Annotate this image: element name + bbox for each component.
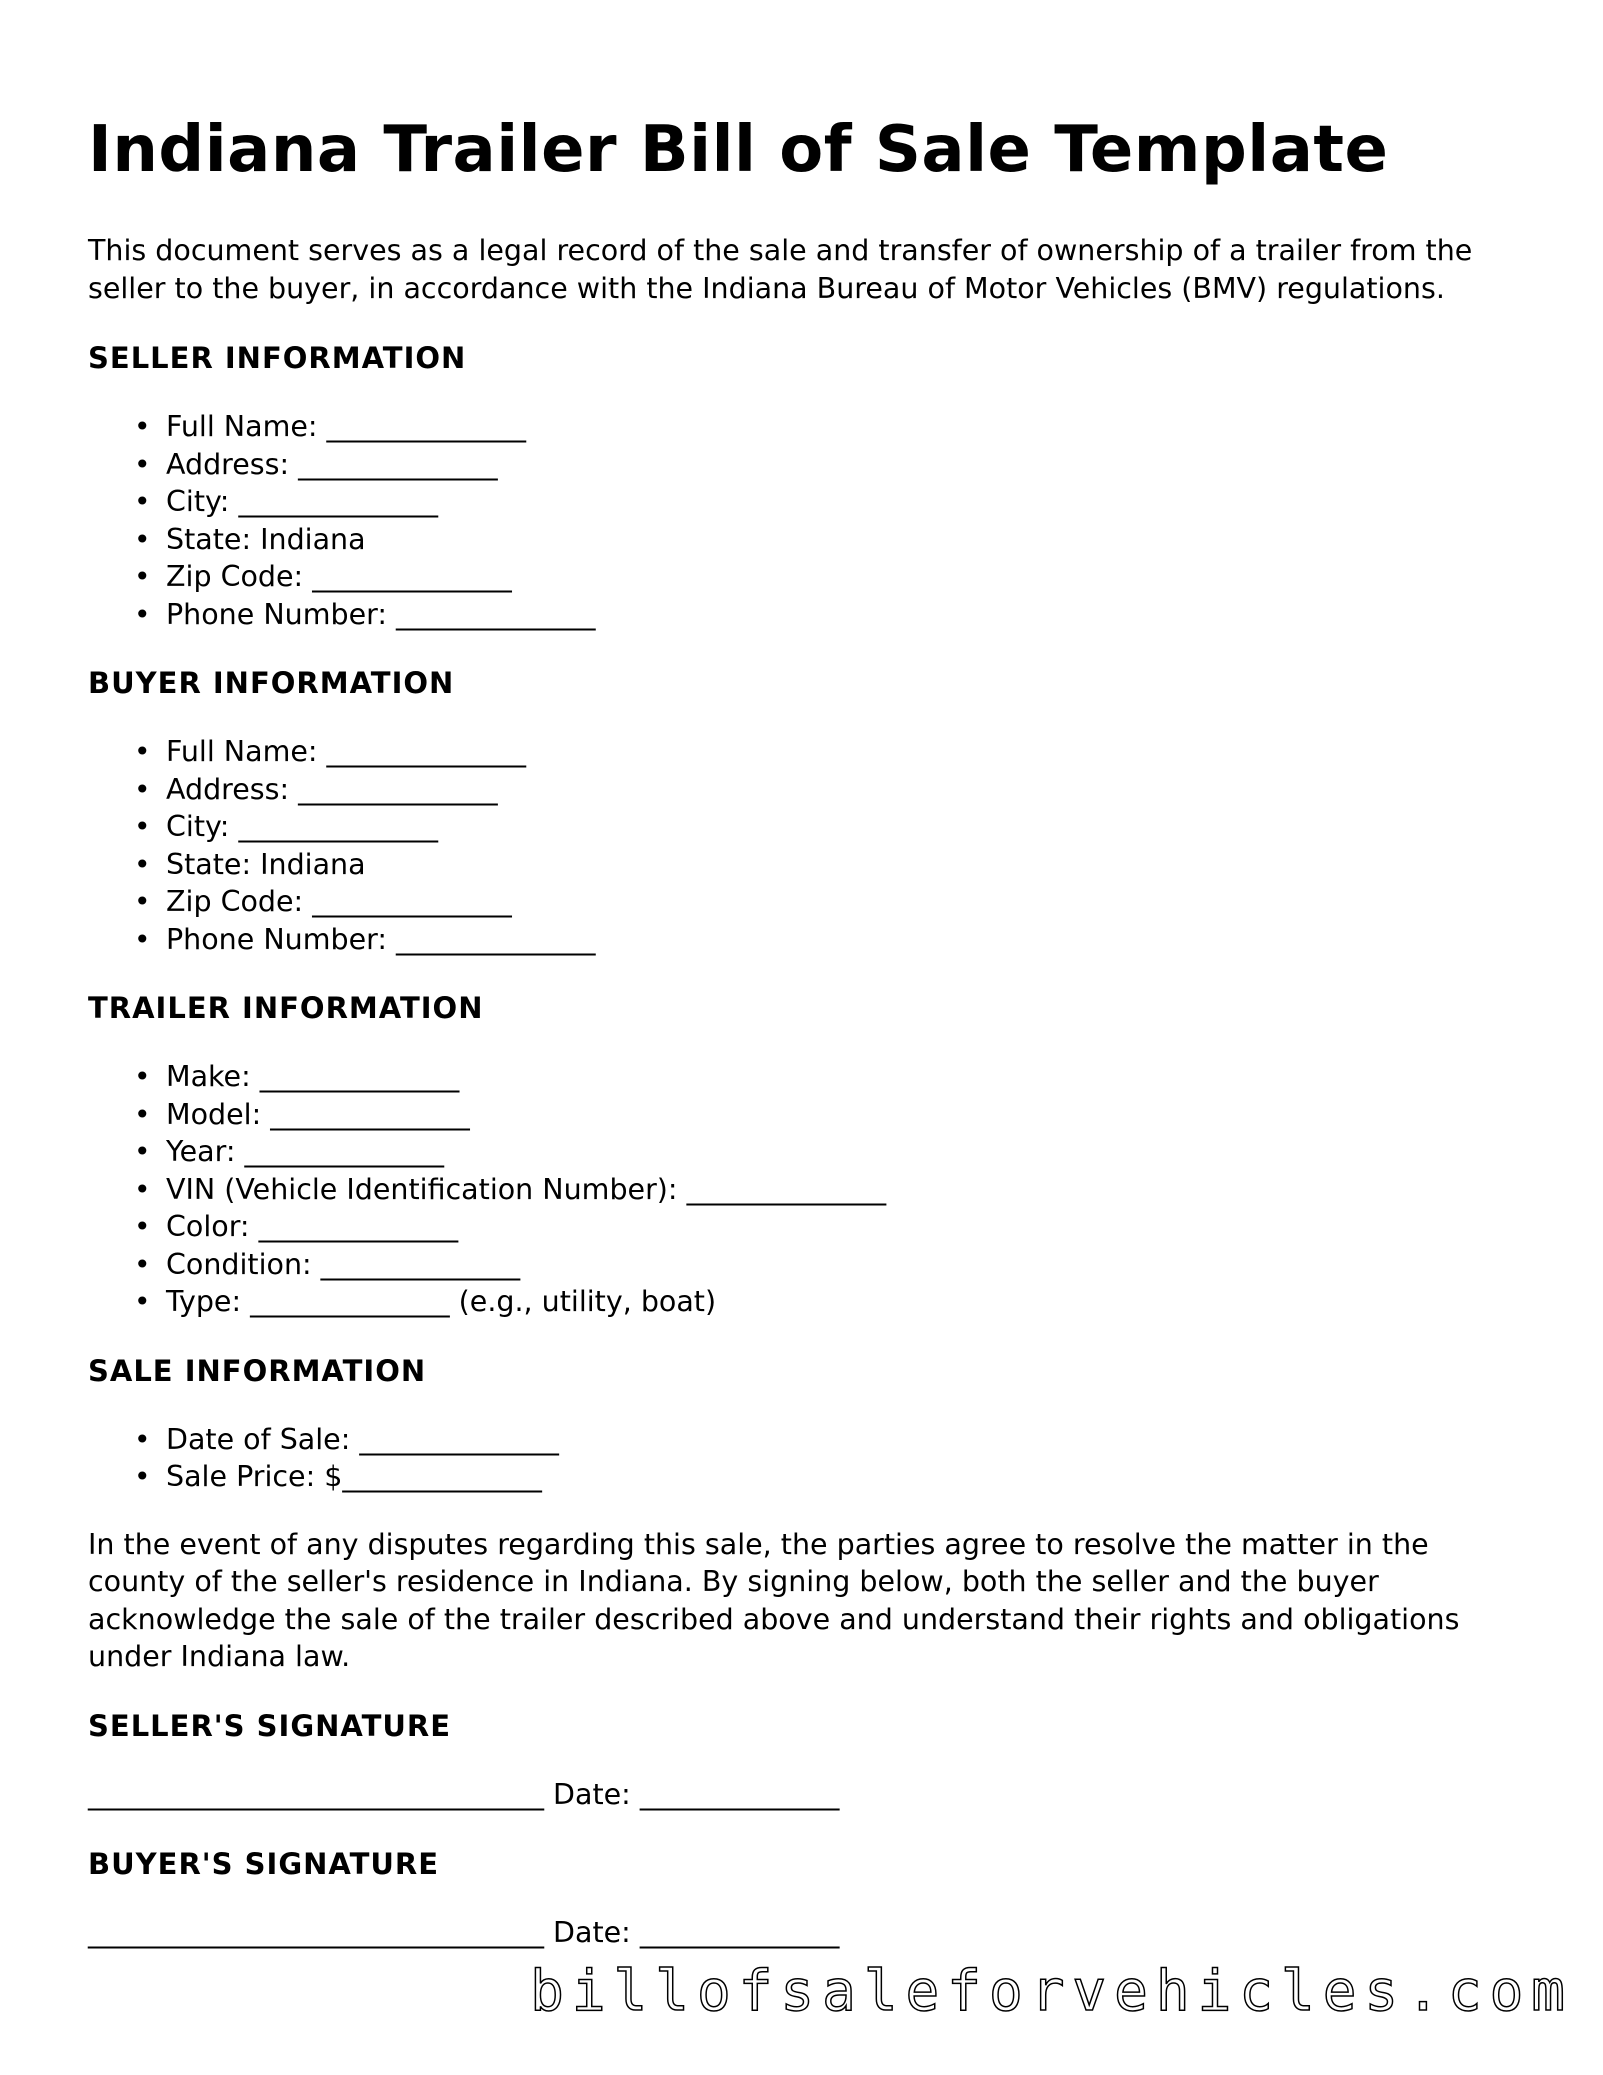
bullet-icon: •: [134, 560, 151, 593]
document-page: [88, 108, 1528, 1952]
list-item: • State: Indiana: [166, 521, 1528, 559]
buyer-list: [88, 733, 1528, 958]
list-item: • State: Indiana: [166, 846, 1528, 884]
bullet-icon: •: [134, 885, 151, 918]
bullet-icon: •: [134, 410, 151, 443]
list-item: • Phone Number: ______________: [166, 921, 1528, 959]
bullet-icon: •: [134, 597, 151, 631]
closing-paragraph: In the event of any disputes regarding this sale, the parties agree to resolve the matter in the county of the seller's residence in Indiana. By signing below, both the seller and the buyer acknowledge the sale of the trailer described above and understand their rights and obligations under Indiana law.: [88, 1527, 1460, 1673]
trailer-heading: TRAILER INFORMATION: [88, 991, 484, 1025]
bullet-icon: •: [134, 1135, 151, 1168]
buyer-signature-heading: BUYER'S SIGNATURE: [88, 1846, 440, 1881]
seller-list: [88, 408, 1528, 633]
list-item: • Zip Code: ______________: [166, 558, 1528, 596]
bullet-icon: •: [134, 522, 151, 556]
list-item: • Address: ______________: [166, 446, 1528, 484]
list-item: • Date of Sale: ______________: [166, 1421, 1528, 1459]
bullet-icon: •: [134, 1097, 151, 1131]
list-item: • City: ______________: [166, 483, 1528, 521]
list-item: • Full Name: ______________: [166, 733, 1528, 771]
bullet-icon: •: [134, 1172, 151, 1206]
watermark-text: billofsaleforvehicles.com: [530, 1959, 1573, 2024]
intro-paragraph: This document serves as a legal record of the sale and transfer of ownership of a trailer from the seller to the buyer, in accordance with the Indiana Bureau of Motor Vehicles (BMV) regulations.: [88, 234, 1473, 305]
bullet-icon: •: [134, 1060, 151, 1093]
bullet-icon: •: [134, 485, 151, 518]
bullet-icon: •: [134, 772, 151, 806]
bullet-icon: •: [134, 847, 151, 881]
bullet-icon: •: [134, 735, 151, 768]
list-item: • City: ______________: [166, 808, 1528, 846]
sale-heading: SALE INFORMATION: [88, 1353, 427, 1388]
list-item: • VIN (Vehicle Identification Number): ______________: [166, 1171, 1528, 1209]
sale-list: [88, 1421, 1528, 1496]
bullet-icon: •: [134, 1460, 151, 1493]
list-item: • Address: ______________: [166, 771, 1528, 809]
list-item: • Zip Code: ______________: [166, 883, 1528, 921]
list-item: • Sale Price: $______________: [166, 1458, 1528, 1496]
bullet-icon: •: [134, 810, 151, 843]
trailer-list: [88, 1058, 1528, 1321]
list-item: • Color: ______________: [166, 1208, 1528, 1246]
bullet-icon: •: [134, 1210, 151, 1243]
list-item: • Make: ______________: [166, 1058, 1528, 1096]
bullet-icon: •: [134, 1422, 151, 1456]
seller-heading: SELLER INFORMATION: [88, 341, 467, 375]
page-title: Indiana Trailer Bill of Sale Template: [88, 113, 1389, 187]
seller-signature-heading: SELLER'S SIGNATURE: [88, 1708, 452, 1743]
list-item: • Condition: ______________: [166, 1246, 1528, 1284]
list-item: • Year: ______________: [166, 1133, 1528, 1171]
bullet-icon: •: [134, 447, 151, 481]
list-item: • Full Name: ______________: [166, 408, 1528, 446]
bullet-icon: •: [134, 1285, 151, 1318]
seller-signature-line: ________________________________ Date: ______________: [88, 1777, 840, 1811]
bullet-icon: •: [134, 922, 151, 956]
buyer-heading: BUYER INFORMATION: [88, 666, 455, 700]
list-item: • Phone Number: ______________: [166, 596, 1528, 634]
bullet-icon: •: [134, 1247, 151, 1281]
buyer-signature-line: ________________________________ Date: ______________: [88, 1915, 840, 1949]
list-item: • Model: ______________: [166, 1096, 1528, 1134]
list-item: • Type: ______________ (e.g., utility, boat): [166, 1283, 1528, 1321]
